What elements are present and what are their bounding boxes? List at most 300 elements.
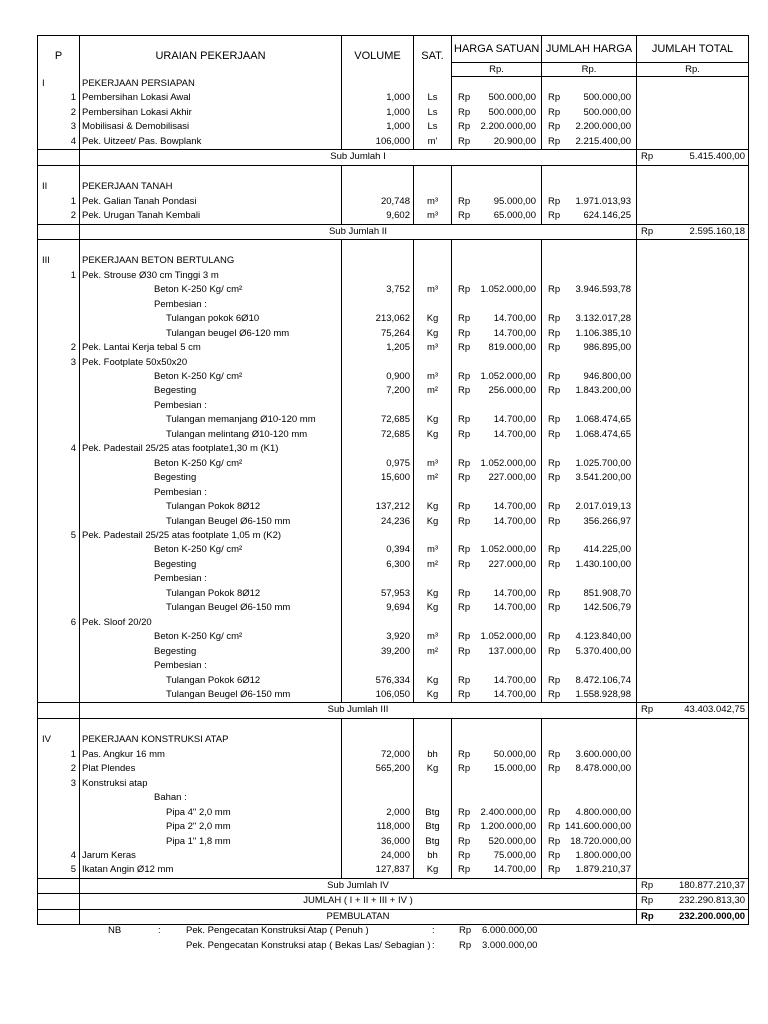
empty-cell <box>637 688 749 703</box>
unit-price: 1.052.000,00 <box>480 631 536 643</box>
item-volume: 1,000 <box>342 91 414 105</box>
empty-cell <box>637 835 749 849</box>
unit-price: 15.000,00 <box>493 763 536 775</box>
item-volume: 7,200 <box>342 384 414 398</box>
item-volume <box>342 399 414 413</box>
empty-cell <box>637 748 749 762</box>
currency-label: Rp <box>548 457 561 469</box>
currency-label: Rp <box>548 835 561 847</box>
amount: 3.132.017,28 <box>575 313 631 325</box>
amount-cell <box>542 674 637 688</box>
amount: 2.017.019,13 <box>575 501 631 513</box>
currency-label: Rp <box>548 587 561 599</box>
empty-cell <box>637 572 749 586</box>
amount-cell <box>542 659 637 673</box>
item-number: 3 <box>38 356 80 370</box>
table-row <box>38 150 749 165</box>
item-unit: Kg <box>414 863 452 878</box>
empty-cell <box>637 180 749 194</box>
table-row <box>38 239 749 254</box>
item-description: Beton K-250 Kg/ cm² <box>80 283 342 297</box>
amount-cell <box>542 356 637 370</box>
section-title: PEKERJAAN KONSTRUKSI ATAP <box>80 733 342 747</box>
empty-cell <box>637 733 749 747</box>
item-description: Beton K-250 Kg/ cm² <box>80 543 342 557</box>
empty-cell <box>637 120 749 134</box>
unit-price: 137.000,00 <box>488 645 536 657</box>
amount-cell <box>542 457 637 471</box>
empty-cell <box>637 106 749 120</box>
item-description: Pembersihan Lokasi Awal <box>80 91 342 105</box>
currency-label: Rp <box>548 645 561 657</box>
empty-cell <box>637 601 749 615</box>
currency-label: Rp <box>548 121 561 133</box>
empty-cell <box>637 645 749 659</box>
subtotal-label: PEMBULATAN <box>80 909 637 924</box>
currency-label: Rp <box>458 763 471 775</box>
unit-price: 14.700,00 <box>493 414 536 426</box>
unit-price: 1.052.000,00 <box>480 284 536 296</box>
col-header-sat: SAT. <box>414 36 452 77</box>
amount: 1.025.700,00 <box>575 457 631 469</box>
unit-price-cell <box>452 500 542 514</box>
item-number <box>38 806 80 820</box>
currency-label: Rp <box>458 688 471 700</box>
unit-price: 14.700,00 <box>493 501 536 513</box>
item-unit: Kg <box>414 327 452 341</box>
table-row <box>38 878 749 893</box>
item-number <box>38 587 80 601</box>
currency-label: Rp <box>458 587 471 599</box>
amount: 1.879.210,37 <box>575 864 631 876</box>
item-volume <box>342 298 414 312</box>
currency-label: Rp <box>548 284 561 296</box>
item-unit <box>414 180 452 194</box>
unit-price-cell <box>452 254 542 268</box>
item-volume <box>342 529 414 543</box>
empty-cell <box>637 135 749 150</box>
currency-label: Rp <box>548 195 561 207</box>
empty-cell <box>637 806 749 820</box>
table-row <box>38 341 749 355</box>
unit-price-cell <box>452 135 542 150</box>
empty-cell <box>38 909 80 924</box>
unit-price: 14.700,00 <box>493 313 536 325</box>
item-number <box>38 820 80 834</box>
currency-label: Rp <box>637 224 645 239</box>
unit-price-cell <box>452 370 542 384</box>
subtotal-label: Sub Jumlah III <box>80 703 637 718</box>
table-row <box>38 849 749 863</box>
currency-label: Rp <box>548 602 561 614</box>
empty-cell <box>637 558 749 572</box>
unit-price-cell <box>452 762 542 776</box>
item-volume: 75,264 <box>342 327 414 341</box>
amount: 5.370.400,00 <box>575 645 631 657</box>
empty-cell <box>637 413 749 427</box>
item-description: Pipa 1" 1,8 mm <box>80 835 342 849</box>
item-volume <box>342 486 414 500</box>
section-number: II <box>38 180 80 194</box>
note-amount: 6.000.000,00 <box>482 925 538 936</box>
table-row <box>38 356 749 370</box>
empty-cell <box>637 718 749 733</box>
amount-cell <box>542 500 637 514</box>
item-unit: Kg <box>414 674 452 688</box>
table-row <box>38 195 749 209</box>
table-row <box>38 370 749 384</box>
currency-label: Rp <box>548 631 561 643</box>
item-description: Tulangan pokok 6Ø10 <box>80 312 342 326</box>
item-volume: 1,000 <box>342 120 414 134</box>
table-row <box>38 500 749 514</box>
currency-label: Rp <box>458 835 471 847</box>
table-row <box>38 471 749 485</box>
empty-cell <box>637 298 749 312</box>
table-row <box>38 312 749 326</box>
empty-cell <box>637 283 749 297</box>
item-volume <box>342 254 414 268</box>
amount-cell <box>542 688 637 703</box>
item-description: Pek. Padestail 25/25 atas footplate1,30 m (K1) <box>80 442 342 456</box>
table-row <box>38 806 749 820</box>
table-row <box>38 791 749 805</box>
item-volume: 15,600 <box>342 471 414 485</box>
subtotal-label: Sub Jumlah I <box>80 150 637 165</box>
empty-cell <box>38 224 80 239</box>
item-unit <box>414 254 452 268</box>
item-description: Beton K-250 Kg/ cm² <box>80 457 342 471</box>
item-unit: Btg <box>414 820 452 834</box>
amount: 8.472.106,74 <box>575 674 631 686</box>
currency-label: Rp <box>458 849 471 861</box>
empty-cell <box>637 209 749 224</box>
rp-unit-label: Rp. <box>452 63 542 77</box>
item-description: Tulangan Beugel Ø6-150 mm <box>80 688 342 703</box>
currency-label: Rp <box>548 472 561 484</box>
item-unit: Ls <box>414 91 452 105</box>
amount-cell <box>542 835 637 849</box>
item-volume: 118,000 <box>342 820 414 834</box>
amount-cell <box>542 820 637 834</box>
amount: 414.225,00 <box>583 544 631 556</box>
item-volume: 72,685 <box>342 428 414 442</box>
empty-cell <box>637 165 749 180</box>
item-unit: Kg <box>414 762 452 776</box>
amount-cell <box>542 630 637 644</box>
item-unit: Btg <box>414 806 452 820</box>
item-description: Pipa 2" 2,0 mm <box>80 820 342 834</box>
notes-section <box>108 923 588 953</box>
item-unit: Kg <box>414 515 452 529</box>
empty-cell <box>38 718 80 733</box>
item-description: Pembesian : <box>80 298 342 312</box>
item-unit <box>414 572 452 586</box>
currency-label: Rp <box>458 121 471 133</box>
section-title: PEKERJAAN PERSIAPAN <box>80 77 342 92</box>
unit-price: 14.700,00 <box>493 674 536 686</box>
item-volume <box>342 77 414 92</box>
table-row <box>38 384 749 398</box>
amount-cell <box>542 327 637 341</box>
item-description: Pembesian : <box>80 399 342 413</box>
item-number <box>38 791 80 805</box>
currency-label: Rp <box>458 602 471 614</box>
item-volume <box>342 180 414 194</box>
currency-label: Rp <box>548 763 561 775</box>
unit-price: 65.000,00 <box>493 210 536 222</box>
item-description: Pek. Sloof 20/20 <box>80 616 342 630</box>
unit-price-cell <box>452 863 542 878</box>
unit-price-cell <box>452 428 542 442</box>
item-number: 4 <box>38 135 80 150</box>
item-volume: 72,000 <box>342 748 414 762</box>
note-rp: Rp <box>459 925 472 936</box>
empty-cell <box>342 165 414 180</box>
item-description: Ikatan Angin Ø12 mm <box>80 863 342 878</box>
item-number: 5 <box>38 529 80 543</box>
amount: 2.215.400,00 <box>575 135 631 147</box>
item-volume <box>342 659 414 673</box>
item-description: Begesting <box>80 645 342 659</box>
table-row <box>38 457 749 471</box>
amount: 3.946.593,78 <box>575 284 631 296</box>
item-unit <box>414 733 452 747</box>
item-unit: m³ <box>414 630 452 644</box>
currency-label: Rp <box>548 135 561 147</box>
item-unit: Btg <box>414 835 452 849</box>
amount: 500.000,00 <box>583 92 631 104</box>
empty-cell <box>637 356 749 370</box>
item-description: Pek. Padestail 25/25 atas footplate 1,05 m (K2) <box>80 529 342 543</box>
empty-cell <box>637 515 749 529</box>
unit-price-cell <box>452 515 542 529</box>
amount-cell <box>542 135 637 150</box>
item-unit: m³ <box>414 195 452 209</box>
item-description: Pembesian : <box>80 659 342 673</box>
amount-cell <box>542 529 637 543</box>
currency-label: Rp <box>458 501 471 513</box>
empty-cell <box>637 239 749 254</box>
table-row <box>38 486 749 500</box>
unit-price-cell <box>452 384 542 398</box>
amount-cell <box>542 413 637 427</box>
item-volume: 3,920 <box>342 630 414 644</box>
item-volume <box>342 791 414 805</box>
table-row <box>38 298 749 312</box>
unit-price: 14.700,00 <box>493 515 536 527</box>
currency-label: Rp <box>548 428 561 440</box>
item-number <box>38 428 80 442</box>
item-volume <box>342 777 414 791</box>
item-unit: Ls <box>414 106 452 120</box>
currency-label: Rp <box>458 342 471 354</box>
table-row <box>38 77 749 92</box>
item-number <box>38 688 80 703</box>
amount-cell <box>542 312 637 326</box>
amount-cell <box>542 601 637 615</box>
empty-cell <box>637 630 749 644</box>
item-description: Tulangan Pokok 8Ø12 <box>80 500 342 514</box>
item-number <box>38 370 80 384</box>
empty-cell <box>637 428 749 442</box>
col-header-harga-satuan: HARGA SATUAN <box>452 36 542 63</box>
item-unit <box>414 269 452 283</box>
item-volume <box>342 442 414 456</box>
currency-label: Rp <box>548 864 561 876</box>
amount-cell <box>542 77 637 92</box>
rp-unit-label: Rp. <box>637 63 749 77</box>
item-number <box>38 645 80 659</box>
amount-cell <box>542 791 637 805</box>
item-number: 1 <box>38 195 80 209</box>
amount: 1.430.100,00 <box>575 558 631 570</box>
currency-label: Rp <box>458 428 471 440</box>
amount-cell <box>542 298 637 312</box>
amount: 4.800.000,00 <box>575 806 631 818</box>
unit-price: 50.000,00 <box>493 748 536 760</box>
empty-cell <box>637 442 749 456</box>
amount-cell <box>542 777 637 791</box>
currency-label: Rp <box>458 674 471 686</box>
item-number <box>38 572 80 586</box>
note-text: Pek. Pengecatan Konstruksi atap ( Bekas Las/ Sebagian ) <box>186 940 431 951</box>
amount-cell <box>542 558 637 572</box>
item-number: 6 <box>38 616 80 630</box>
unit-price-cell <box>452 120 542 134</box>
item-volume: 57,953 <box>342 587 414 601</box>
unit-price-cell <box>452 820 542 834</box>
empty-cell <box>542 718 637 733</box>
currency-label: Rp <box>458 327 471 339</box>
item-unit: m² <box>414 471 452 485</box>
empty-cell <box>637 543 749 557</box>
item-unit <box>414 77 452 92</box>
table-row <box>38 399 749 413</box>
table-row <box>38 327 749 341</box>
subtotal-value: 180.877.210,37 <box>645 878 749 893</box>
item-number: 1 <box>38 748 80 762</box>
item-unit: m³ <box>414 283 452 297</box>
unit-price-cell <box>452 835 542 849</box>
amount: 500.000,00 <box>583 106 631 118</box>
item-volume: 137,212 <box>342 500 414 514</box>
item-description: Pembersihan Lokasi Akhir <box>80 106 342 120</box>
empty-cell <box>637 91 749 105</box>
currency-label: Rp <box>458 371 471 383</box>
empty-cell <box>637 863 749 878</box>
amount-cell <box>542 180 637 194</box>
col-header-uraian: URAIAN PEKERJAAN <box>80 36 342 77</box>
currency-label: Rp <box>458 645 471 657</box>
table-row <box>38 269 749 283</box>
currency-label: Rp <box>458 457 471 469</box>
unit-price-cell <box>452 471 542 485</box>
item-unit <box>414 486 452 500</box>
currency-label: Rp <box>548 501 561 513</box>
unit-price-cell <box>452 733 542 747</box>
unit-price-cell <box>452 616 542 630</box>
unit-price: 256.000,00 <box>488 385 536 397</box>
item-volume: 39,200 <box>342 645 414 659</box>
currency-label: Rp <box>637 150 645 165</box>
amount: 3.541.200,00 <box>575 472 631 484</box>
unit-price-cell <box>452 572 542 586</box>
item-number: 1 <box>38 91 80 105</box>
table-row <box>38 863 749 878</box>
amount-cell <box>542 91 637 105</box>
empty-cell <box>637 849 749 863</box>
item-volume: 9,602 <box>342 209 414 224</box>
item-description: Pembesian : <box>80 572 342 586</box>
item-description: Pembesian : <box>80 486 342 500</box>
table-row <box>38 165 749 180</box>
currency-label: Rp <box>548 92 561 104</box>
item-unit: bh <box>414 748 452 762</box>
item-unit: Kg <box>414 500 452 514</box>
amount: 1.106.385,10 <box>575 327 631 339</box>
unit-price-cell <box>452 399 542 413</box>
item-number <box>38 384 80 398</box>
item-number: 3 <box>38 120 80 134</box>
currency-label: Rp <box>458 284 471 296</box>
empty-cell <box>637 659 749 673</box>
item-number <box>38 399 80 413</box>
currency-label: Rp <box>548 371 561 383</box>
currency-label: Rp <box>458 558 471 570</box>
item-volume: 0,394 <box>342 543 414 557</box>
table-row <box>38 733 749 747</box>
unit-price-cell <box>452 659 542 673</box>
unit-price-cell <box>452 269 542 283</box>
table-row <box>38 777 749 791</box>
currency-label: Rp <box>458 106 471 118</box>
table-row <box>38 91 749 105</box>
item-description: Begesting <box>80 558 342 572</box>
col-header-p: P <box>38 36 80 77</box>
empty-cell <box>637 820 749 834</box>
currency-label: Rp <box>548 806 561 818</box>
item-number <box>38 312 80 326</box>
amount-cell <box>542 106 637 120</box>
item-number <box>38 659 80 673</box>
item-volume: 24,000 <box>342 849 414 863</box>
item-unit <box>414 791 452 805</box>
item-volume: 6,300 <box>342 558 414 572</box>
table-row <box>38 601 749 615</box>
note-label: NB <box>108 925 122 936</box>
amount: 1.971.013,93 <box>575 195 631 207</box>
amount: 1.558.928,98 <box>575 688 631 700</box>
empty-cell <box>414 239 452 254</box>
amount-cell <box>542 370 637 384</box>
currency-label: Rp <box>548 414 561 426</box>
currency-label: Rp <box>458 631 471 643</box>
amount-cell <box>542 515 637 529</box>
unit-price-cell <box>452 341 542 355</box>
subtotal-value: 5.415.400,00 <box>645 150 749 165</box>
item-number <box>38 630 80 644</box>
unit-price: 1.200.000,00 <box>480 821 536 833</box>
empty-cell <box>637 616 749 630</box>
unit-price: 500.000,00 <box>488 106 536 118</box>
unit-price-cell <box>452 645 542 659</box>
empty-cell <box>637 471 749 485</box>
amount: 18.720.000,00 <box>570 835 631 847</box>
amount: 4.123.840,00 <box>575 631 631 643</box>
currency-label: Rp <box>548 313 561 325</box>
unit-price-cell <box>452 630 542 644</box>
